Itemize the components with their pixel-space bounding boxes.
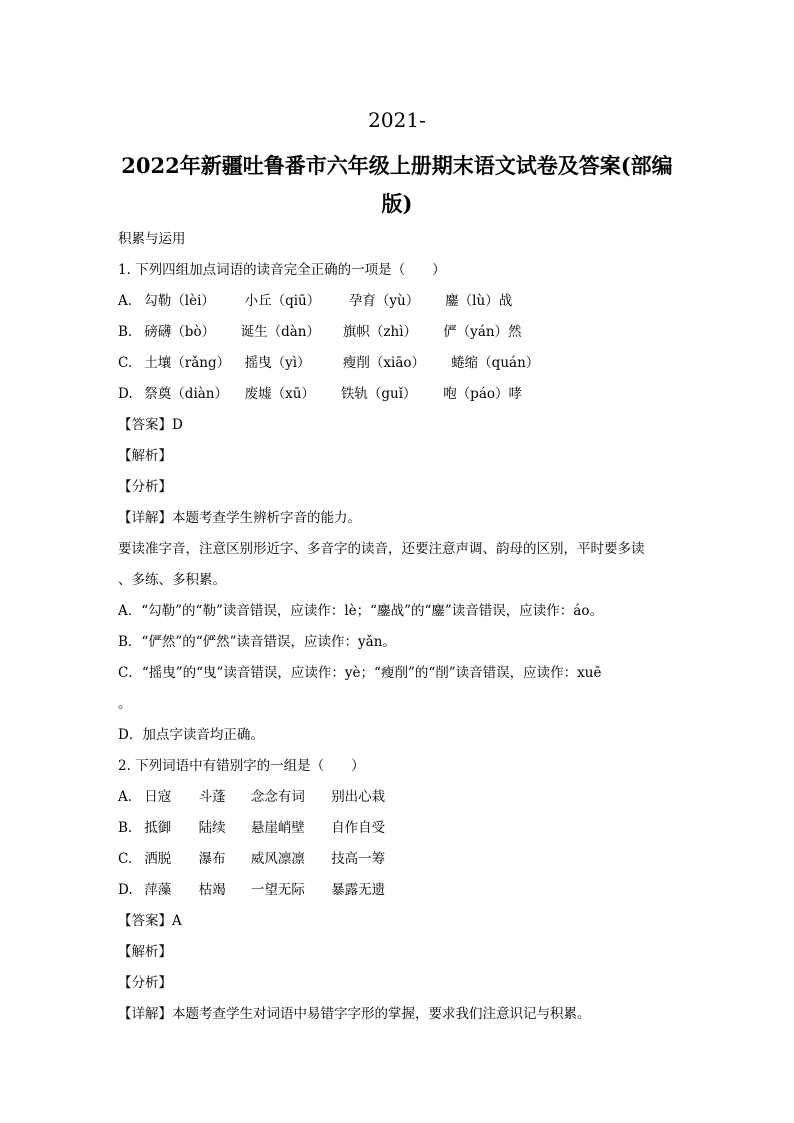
q2-option-b: [118, 819, 385, 837]
option-item: 日寇: [144, 789, 172, 805]
option-item: 技高一筹: [331, 851, 386, 867]
q1-xiangjie: 【详解】本题考查学生辨析字音的能力。: [118, 510, 361, 526]
section-heading: 积累与运用: [118, 231, 186, 247]
q1-explain-c-1: C．“摇曳”的“曳”读音错误，应读作：yè；“瘦削”的“削”读音错误，应读作：xuē: [118, 665, 602, 681]
q2-answer: 【答案】A: [118, 913, 182, 929]
q2-stem: 2. 下列词语中有错别字的一组是（ ）: [118, 758, 365, 774]
q2-fenxi: 【分析】: [118, 975, 172, 991]
option-label: A.: [118, 293, 133, 309]
option-item: 陆续: [198, 820, 226, 836]
option-label: C.: [118, 851, 133, 867]
option-item: 咆（páo）哮: [443, 386, 523, 402]
option-item: 枯竭: [198, 882, 226, 898]
option-item: 勾勒（lèi）: [144, 293, 215, 309]
option-item: 蜷缩（quán）: [451, 355, 540, 371]
q1-explain-d: D．加点字读音均正确。: [118, 727, 264, 743]
q1-option-d: [118, 385, 522, 403]
option-label: D.: [118, 882, 133, 898]
option-item: 旗帜（zhì）: [342, 324, 418, 340]
option-item: 一望无际: [250, 882, 305, 898]
option-item: 鏖（lù）战: [445, 293, 513, 309]
option-item: 孕育（yù）: [348, 293, 420, 309]
option-label: B.: [118, 820, 133, 836]
q1-option-b: [118, 323, 522, 341]
option-item: 抵御: [144, 820, 172, 836]
option-item: 诞生（dàn）: [240, 324, 320, 340]
q2-jiexi: 【解析】: [118, 944, 172, 960]
option-item: 别出心栽: [331, 789, 386, 805]
option-item: 自作自受: [331, 820, 386, 836]
option-item: 悬崖峭壁: [250, 820, 305, 836]
q1-option-a: [118, 292, 512, 310]
option-item: 洒脱: [144, 851, 172, 867]
q1-option-c: [118, 354, 539, 372]
option-label: D.: [118, 386, 133, 402]
option-item: 摇曳（yì）: [244, 355, 311, 371]
q2-option-a: [118, 788, 385, 806]
q1-jiexi: 【解析】: [118, 448, 172, 464]
option-label: A.: [118, 789, 133, 805]
q1-fenxi: 【分析】: [118, 479, 172, 495]
option-item: 废墟（xū）: [244, 386, 315, 402]
option-item: 小丘（qiū）: [244, 293, 321, 309]
title-line-1: 2021-: [368, 108, 426, 132]
option-item: 暴露无遗: [331, 882, 386, 898]
option-item: 土壤（rǎng）: [144, 355, 231, 371]
q2-option-c: [118, 850, 385, 868]
option-item: 瀑布: [198, 851, 226, 867]
option-item: 俨（yán）然: [443, 324, 522, 340]
q1-answer: 【答案】D: [118, 417, 183, 433]
option-item: 铁轨（guǐ）: [340, 386, 417, 402]
option-item: 念念有词: [250, 789, 305, 805]
q1-explain-c-2: 。: [118, 696, 132, 712]
q2-xiangjie: 【详解】本题考查学生对词语中易错字字形的掌握，要求我们注意识记与积累。: [118, 1006, 591, 1022]
option-item: 萍藻: [144, 882, 172, 898]
option-label: B.: [118, 324, 133, 340]
option-item: 瘦削（xiāo）: [342, 355, 425, 371]
q1-explain-a: A．“勾勒”的“勒”读音错误，应读作：lè；“鏖战”的“鏖”读音错误，应读作：áo。: [118, 603, 603, 619]
q1-stem: 1. 下列四组加点词语的读音完全正确的一项是（ ）: [118, 262, 446, 278]
q1-paragraph-line-1: 要读准字音，注意区别形近字、多音字的读音，还要注意声调、韵母的区别，平时要多读: [118, 541, 645, 557]
option-item: 斗蓬: [198, 789, 226, 805]
title-line-3: 版): [381, 191, 413, 216]
q1-explain-b: B．“俨然”的“俨然”读音错误，应读作：yǎn。: [118, 634, 396, 650]
option-item: 祭奠（diàn）: [144, 386, 228, 402]
option-item: 威风凛凛: [250, 851, 305, 867]
title-line-2: 2022年新疆吐鲁番市六年级上册期末语文试卷及答案(部编: [121, 153, 673, 178]
q1-paragraph-line-2: 、多练、多积累。: [118, 572, 226, 588]
q2-option-d: [118, 881, 385, 899]
option-label: C.: [118, 355, 133, 371]
option-item: 磅礴（bò）: [144, 324, 216, 340]
